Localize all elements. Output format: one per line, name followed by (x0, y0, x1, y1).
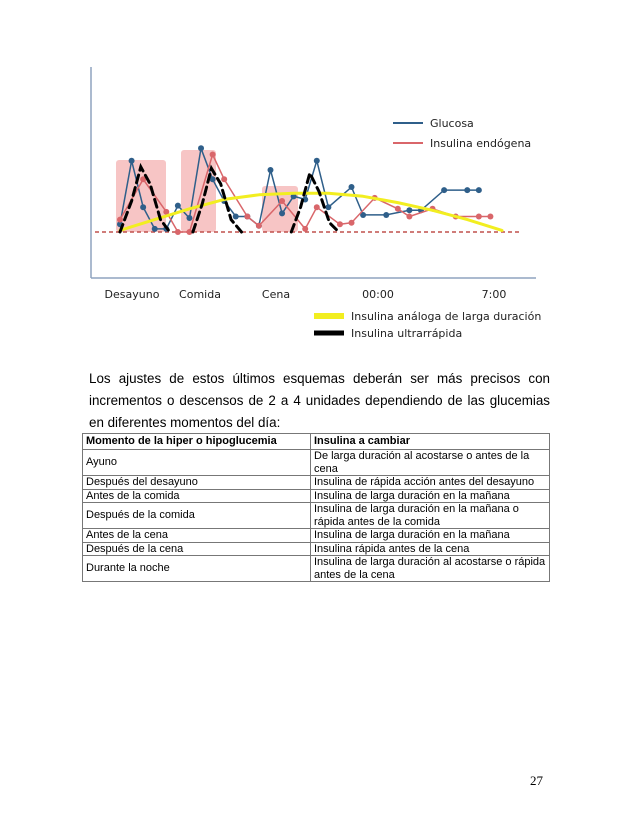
point-glucosa (441, 187, 447, 193)
point-insulina-end-gena (337, 221, 343, 227)
adjustment-paragraph: Los ajustes de estos últimos esquemas deberán ser más precisos con incrementos o descensos de 2 a 4 unidades dependiendo de las glucemias en diferentes momentos del día: (89, 371, 550, 430)
point-insulina-end-gena (302, 226, 308, 232)
table-row (83, 503, 550, 529)
table-cell-insulin: De larga duración al acostarse o antes de la cena (311, 450, 550, 476)
header-insulin: Insulina a cambiar (311, 434, 550, 450)
point-glucosa (175, 203, 181, 209)
point-insulina-end-gena (210, 152, 216, 158)
table-row (83, 489, 550, 503)
point-glucosa (349, 184, 355, 190)
point-insulina-end-gena (244, 214, 250, 220)
table-cell-moment: Antes de la cena (83, 529, 311, 543)
point-glucosa (186, 215, 192, 221)
x-label-4: 00:00 (362, 288, 394, 301)
point-glucosa (314, 158, 320, 164)
point-glucosa (233, 214, 239, 220)
x-label-5: 7:00 (481, 288, 507, 301)
table-cell-moment: Después del desayuno (83, 476, 311, 490)
glucose-insulin-chart (0, 0, 638, 350)
table-cell-insulin: Insulina de larga duración en la mañana (311, 529, 550, 543)
series-insulina-ultrarr-pida-dose-2 (291, 173, 339, 232)
point-glucosa (383, 212, 389, 218)
x-label-2: Comida (179, 288, 221, 301)
table-cell-insulin: Insulina de larga duración al acostarse o rápida antes de la cena (311, 556, 550, 582)
point-insulina-end-gena (395, 206, 401, 212)
point-insulina-end-gena (349, 220, 355, 226)
point-insulina-end-gena (256, 223, 262, 229)
point-glucosa (267, 167, 273, 173)
x-label-1: Desayuno (104, 288, 160, 301)
point-insulina-end-gena (476, 214, 482, 220)
table-row (83, 556, 550, 582)
legend-label-insulina-an-loga-de-larga-duraci-n: Insulina análoga de larga duración (351, 310, 542, 323)
table-cell-insulin: Insulina rápida antes de la cena (311, 542, 550, 556)
point-insulina-end-gena (314, 204, 320, 210)
series-glucosa (120, 148, 479, 229)
table-row (83, 476, 550, 490)
table-cell-insulin: Insulina de larga duración en la mañana o rápida antes de la comida (311, 503, 550, 529)
point-glucosa (464, 187, 470, 193)
point-insulina-end-gena (487, 214, 493, 220)
point-glucosa (140, 204, 146, 210)
point-insulina-end-gena (406, 214, 412, 220)
point-glucosa (198, 145, 204, 151)
legend-label-glucosa: Glucosa (430, 117, 474, 130)
point-insulina-end-gena (279, 198, 285, 204)
legend-label-insulina-end-gena: Insulina endógena (430, 137, 532, 150)
point-insulina-end-gena (175, 229, 181, 235)
legend-label-insulina-ultrarr-pida: Insulina ultrarrápida (351, 327, 463, 340)
table-row (83, 450, 550, 476)
table-row (83, 529, 550, 543)
point-glucosa (152, 226, 158, 232)
table-cell-insulin: Insulina de larga duración en la mañana (311, 489, 550, 503)
point-glucosa (325, 204, 331, 210)
table-row (83, 542, 550, 556)
x-label-3: Cena (261, 288, 291, 301)
table-cell-moment: Antes de la comida (83, 489, 311, 503)
table-cell-insulin: Insulina de rápida acción antes del desayuno (311, 476, 550, 490)
page-number: 27 (530, 773, 543, 788)
table-cell-moment: Después de la comida (83, 503, 311, 529)
point-insulina-end-gena (221, 176, 227, 182)
insulin-adjustment-table (82, 433, 550, 582)
point-glucosa (406, 207, 412, 213)
point-glucosa (129, 158, 135, 164)
table-header-row (83, 434, 550, 450)
point-glucosa (279, 210, 285, 216)
point-insulina-end-gena (117, 217, 123, 223)
table-cell-moment: Ayuno (83, 450, 311, 476)
table-cell-moment: Durante la noche (83, 556, 311, 582)
header-moment: Momento de la hiper o hipoglucemia (83, 434, 311, 450)
series-insulina-an-loga-de-larga-duraci-n (120, 193, 502, 230)
table-cell-moment: Después de la cena (83, 542, 311, 556)
point-glucosa (476, 187, 482, 193)
